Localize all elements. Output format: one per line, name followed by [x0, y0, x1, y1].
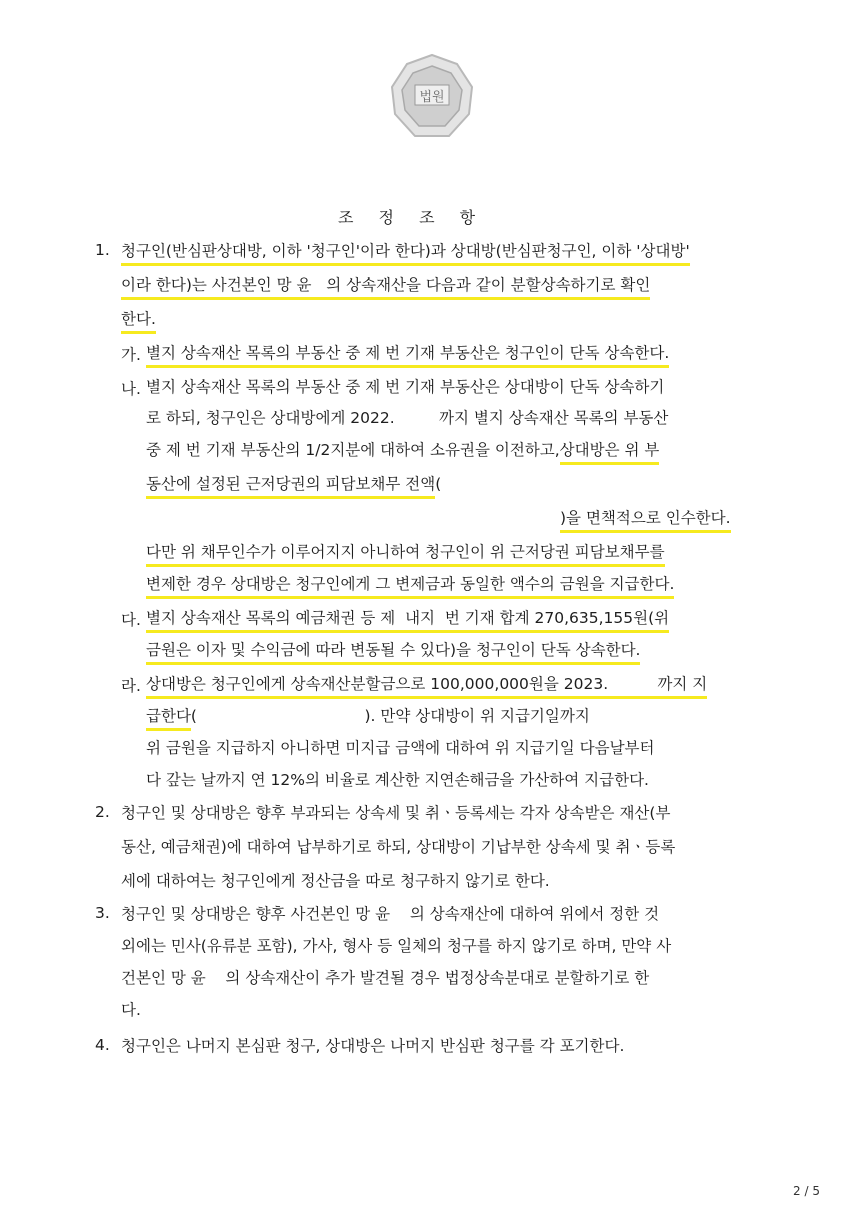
item-ra-line-1 — [146, 674, 707, 696]
highlight: 상대방은 위 부 — [560, 441, 660, 465]
highlight: 급한다 — [146, 707, 191, 731]
item-ga-number: 가. — [121, 346, 141, 364]
item-1-line-2 — [121, 275, 761, 297]
court-seal-text: 법원 — [419, 90, 445, 105]
highlight: 청구인(반심판상대방, 이하 '청구인'이라 한다)과 상대방(반심판청구인, 이하 '상대방' — [121, 242, 690, 266]
item-3-line-2: 외에는 민사(유류분 포함), 가사, 형사 등 일체의 청구를 하지 않기로 하며, 만약 사 — [121, 937, 672, 955]
item-na-line-4 — [146, 474, 441, 496]
highlight: 이라 한다)는 사건본인 망 윤 의 상속재산을 다음과 같이 분할상속하기로 확인 — [121, 276, 650, 300]
highlight: 상대방은 청구인에게 상속재산분할금으로 100,000,000원을 2023. 까지 지 — [146, 675, 707, 699]
item-na-line-5 — [560, 508, 731, 530]
court-seal-icon — [387, 52, 477, 142]
item-ra-number: 라. — [121, 677, 141, 695]
highlight: 별지 상속재산 목록의 예금채권 등 제 내지 번 기재 합계 270,635,155원(위 — [146, 609, 669, 633]
item-3-number: 3. — [95, 904, 110, 922]
page-title: 조 정 조 항 — [338, 208, 486, 227]
item-na-line-6 — [146, 542, 665, 564]
item-2-line-3: 세에 대하여는 청구인에게 정산금을 따로 청구하지 않기로 한다. — [121, 872, 550, 890]
item-1-number: 1. — [95, 241, 110, 259]
highlight: 동산에 설정된 근저당권의 피담보채무 전액 — [146, 475, 435, 499]
item-na-line-3a: 중 제 번 기재 부동산의 1/2지분에 대하여 소유권을 이전하고, — [146, 441, 560, 459]
item-na-line-1: 별지 상속재산 목록의 부동산 중 제 번 기재 부동산은 상대방이 단독 상속하기 — [146, 378, 665, 396]
item-1-line-1 — [121, 241, 761, 263]
item-2-line-2: 동산, 예금채권)에 대하여 납부하기로 하되, 상대방이 기납부한 상속세 및 취ㆍ등록 — [121, 838, 676, 856]
item-na-line-2: 로 하되, 청구인은 상대방에게 2022. 까지 별지 상속재산 목록의 부동산 — [146, 409, 669, 427]
item-4-line-1: 청구인은 나머지 본심판 청구, 상대방은 나머지 반심판 청구를 각 포기한다. — [121, 1037, 625, 1055]
item-4-number: 4. — [95, 1036, 110, 1054]
item-na-line-4b: ( — [435, 475, 442, 493]
highlight: 한다. — [121, 310, 156, 334]
highlight: 다만 위 채무인수가 이루어지지 아니하여 청구인이 위 근저당권 피담보채무를 — [146, 543, 665, 567]
item-na-number: 나. — [121, 380, 141, 398]
item-na-line-3 — [146, 440, 659, 462]
item-2-number: 2. — [95, 803, 110, 821]
item-3-line-1: 청구인 및 상대방은 향후 사건본인 망 윤 의 상속재산에 대하여 위에서 정한 것 — [121, 905, 660, 923]
highlight: 별지 상속재산 목록의 부동산 중 제 번 기재 부동산은 청구인이 단독 상속한다. — [146, 344, 669, 368]
item-ra-line-4: 다 갚는 날까지 연 12%의 비율로 계산한 지연손해금을 가산하여 지급한다. — [146, 771, 649, 789]
item-da-line-1 — [146, 608, 669, 630]
item-3-line-4: 다. — [121, 1001, 141, 1019]
item-da-number: 다. — [121, 611, 141, 629]
item-3-line-3: 건본인 망 윤 의 상속재산이 추가 발견될 경우 법정상속분대로 분할하기로 한 — [121, 969, 650, 987]
highlight: )을 면책적으로 인수한다. — [560, 509, 731, 533]
item-ra-line-3: 위 금원을 지급하지 아니하면 미지급 금액에 대하여 위 지급기일 다음날부터 — [146, 739, 655, 757]
item-2-line-1: 청구인 및 상대방은 향후 부과되는 상속세 및 취ㆍ등록세는 각자 상속받은 재산(부 — [121, 804, 671, 822]
page-number: 2 / 5 — [793, 1184, 820, 1198]
item-na-line-7 — [146, 574, 674, 596]
highlight: 변제한 경우 상대방은 청구인에게 그 변제금과 동일한 액수의 금원을 지급한다. — [146, 575, 674, 599]
highlight: 금원은 이자 및 수익금에 따라 변동될 수 있다)을 청구인이 단독 상속한다. — [146, 641, 640, 665]
item-ga-line-1 — [146, 343, 669, 365]
item-1-line-3 — [121, 309, 156, 331]
item-da-line-2 — [146, 640, 640, 662]
item-ra-line-2 — [146, 706, 590, 728]
item-ra-line-2b: ( ). 만약 상대방이 위 지급기일까지 — [190, 707, 590, 725]
